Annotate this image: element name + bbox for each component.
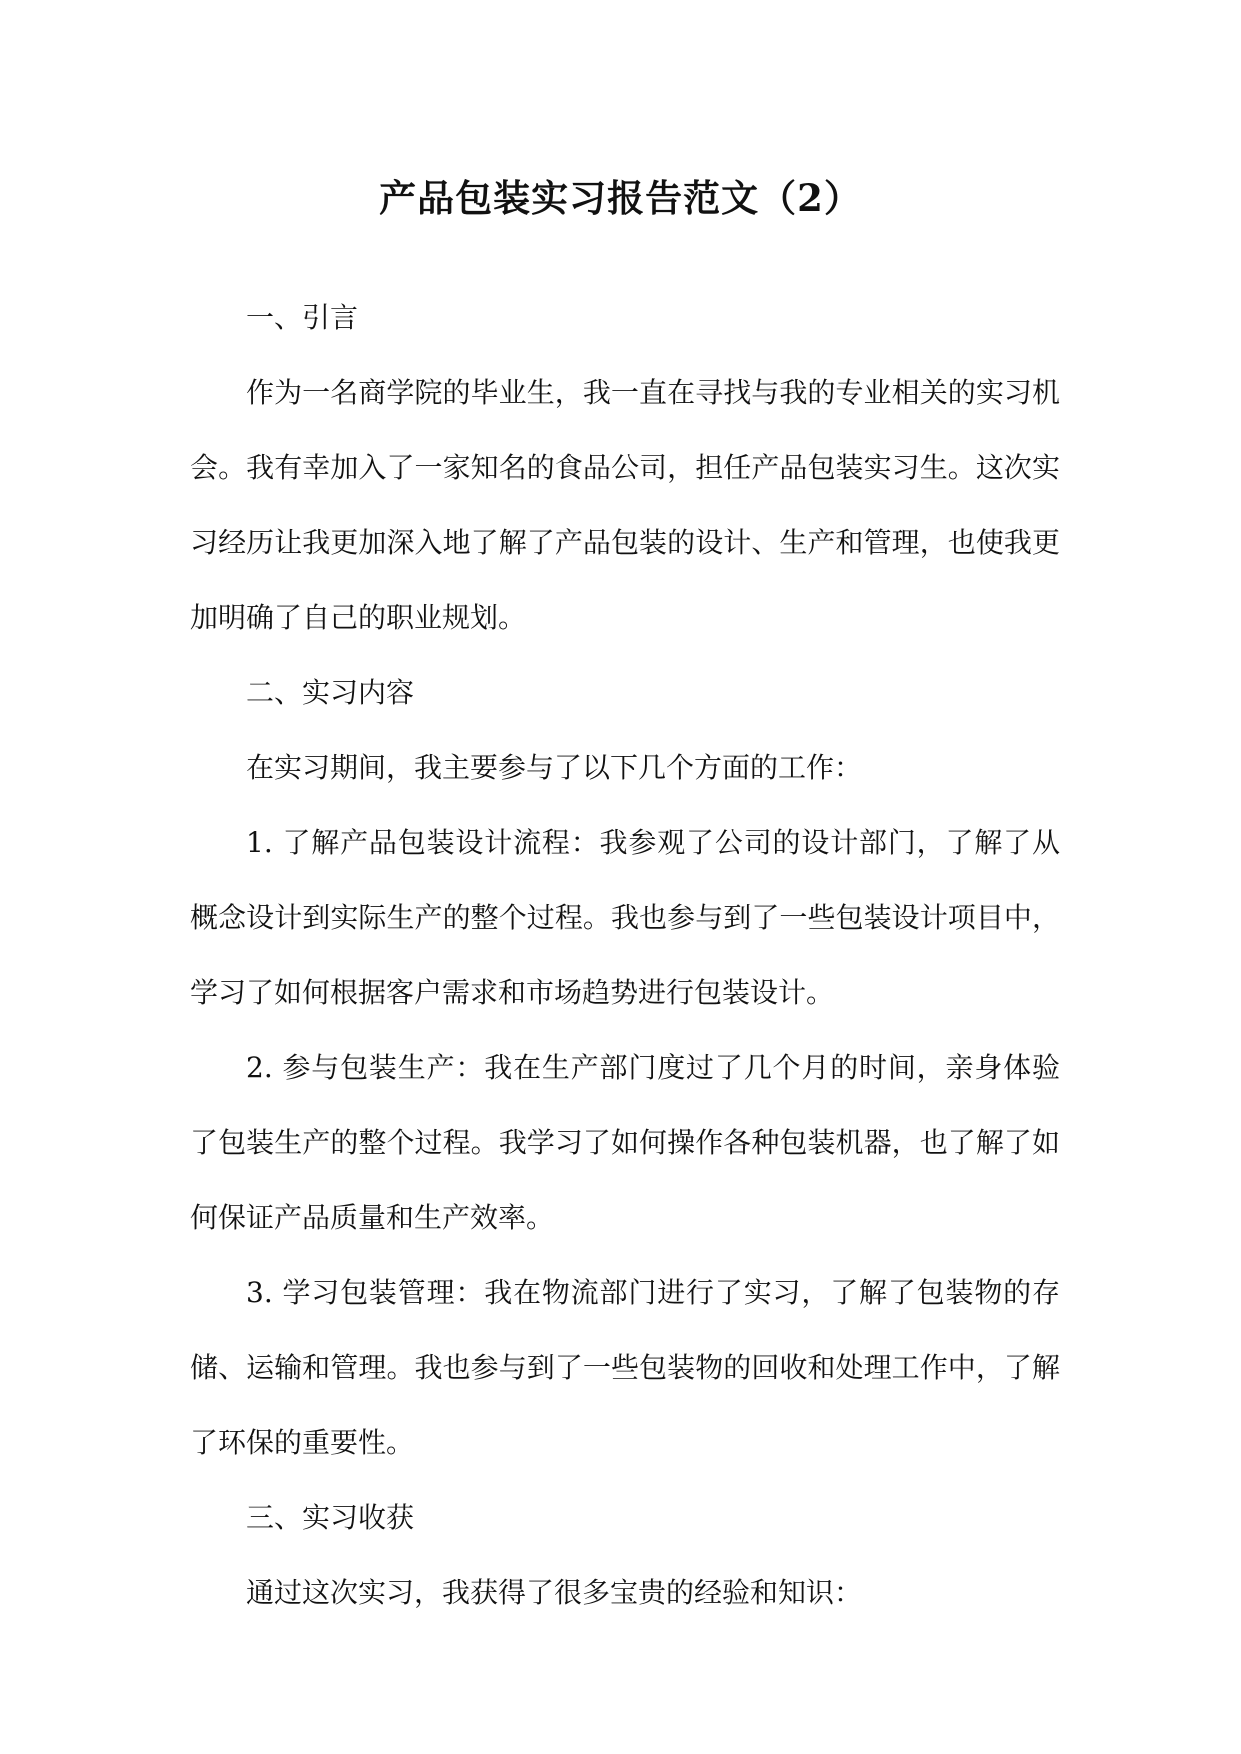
paragraph: 作为一名商学院的毕业生，我一直在寻找与我的专业相关的实习机会。我有幸加入了一家知名的食品公司，担任产品包装实习生。这次实习经历让我更加深入地了解了产品包装的设计、生产和管理，也使我更加明确了自己的职业规划。 <box>190 376 1060 634</box>
section-heading-internship-content: 二、实习内容 <box>246 676 415 709</box>
section-heading-internship-gains: 三、实习收获 <box>246 1501 415 1534</box>
list-item: 2. 参与包装生产：我在生产部门度过了几个月的时间，亲身体验了包装生产的整个过程。我学习了如何操作各种包装机器，也了解了如何保证产品质量和生产效率。 <box>190 1051 1060 1234</box>
list-item: 1. 了解产品包装设计流程：我参观了公司的设计部门，了解了从概念设计到实际生产的整个过程。我也参与到了一些包装设计项目中，学习了如何根据客户需求和市场趋势进行包装设计。 <box>190 826 1060 1009</box>
paragraph: 通过这次实习，我获得了很多宝贵的经验和知识： <box>246 1576 863 1609</box>
section-heading-introduction: 一、引言 <box>246 301 359 334</box>
list-item: 3. 学习包装管理：我在物流部门进行了实习，了解了包装物的存储、运输和管理。我也参与到了一些包装物的回收和处理工作中，了解了环保的重要性。 <box>190 1276 1060 1459</box>
document-body <box>190 280 1060 1630</box>
paragraph: 在实习期间，我主要参与了以下几个方面的工作： <box>246 751 863 784</box>
document-title: 产品包装实习报告范文（2） <box>379 175 862 220</box>
